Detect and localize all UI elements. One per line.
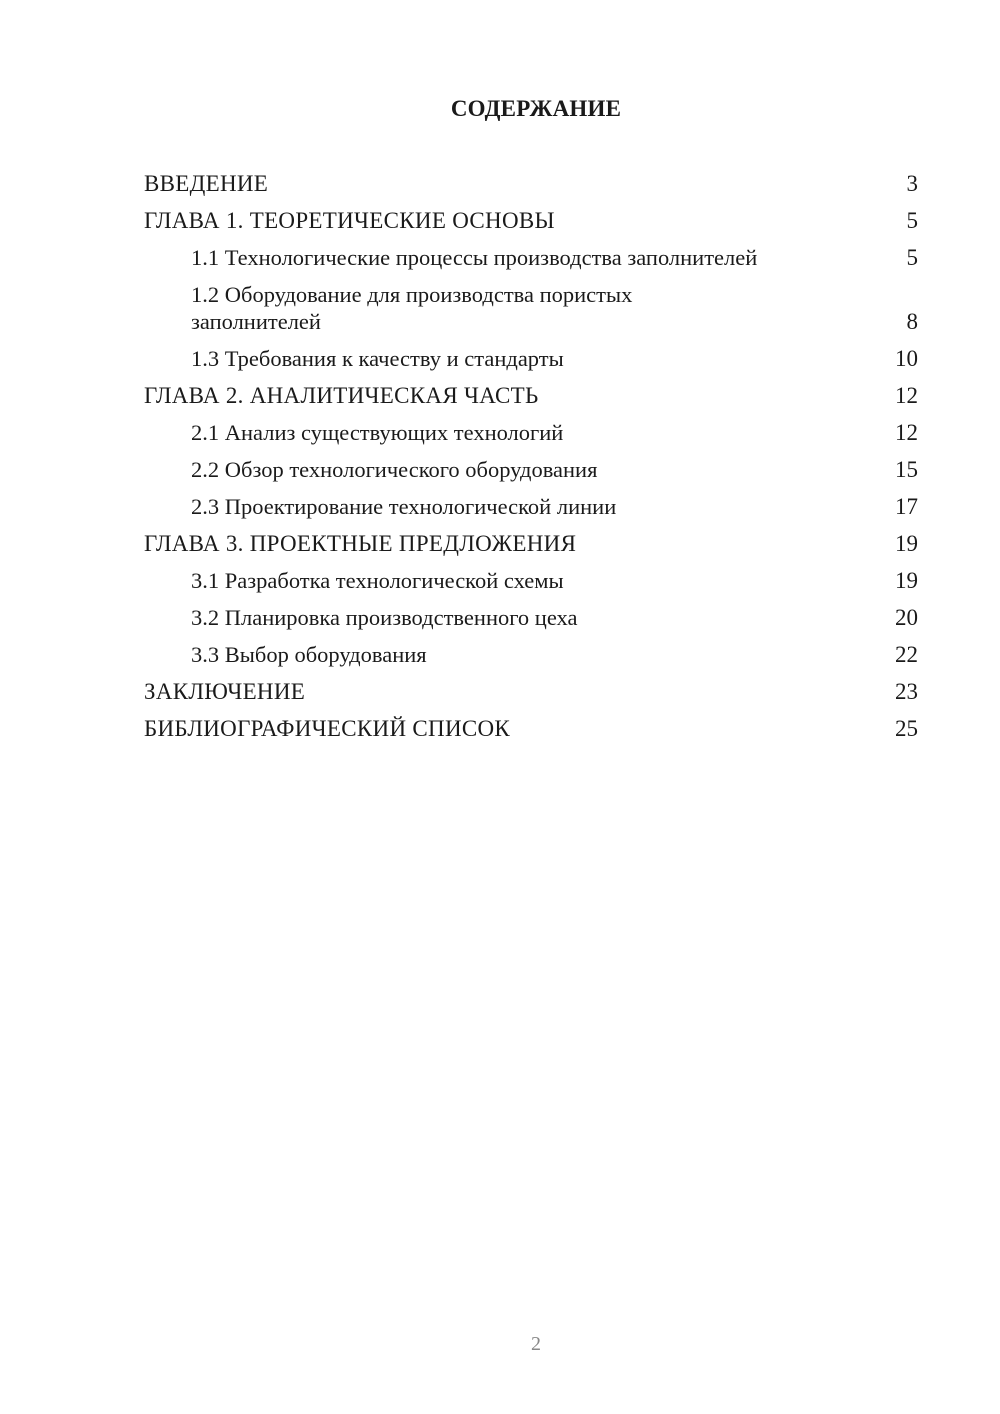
- toc-entry[interactable]: [144, 170, 918, 197]
- toc-entry-text: 3.2 Планировка производственного цеха: [191, 605, 578, 630]
- table-of-contents: [144, 170, 918, 752]
- toc-entry[interactable]: [144, 493, 918, 520]
- toc-entry[interactable]: [144, 244, 918, 271]
- toc-entry-page: 20: [895, 605, 918, 630]
- toc-entry-page: 19: [895, 568, 918, 593]
- toc-entry[interactable]: [144, 345, 918, 372]
- toc-entry-text: 1.2 Оборудование для производства пористых заполнителей: [191, 282, 633, 334]
- toc-entry-text: 2.3 Проектирование технологической линии: [191, 494, 617, 519]
- toc-entry-page: 8: [906, 309, 918, 334]
- toc-entry-text: 3.1 Разработка технологической схемы: [191, 568, 564, 593]
- toc-entry[interactable]: [144, 715, 918, 742]
- toc-entry-text: ЗАКЛЮЧЕНИЕ: [144, 679, 306, 704]
- toc-entry[interactable]: [144, 281, 918, 335]
- toc-entry-page: 22: [895, 642, 918, 667]
- toc-entry-page: 3: [906, 171, 918, 196]
- toc-entry[interactable]: [144, 567, 918, 594]
- toc-entry[interactable]: [144, 641, 918, 668]
- toc-entry-text: ГЛАВА 2. АНАЛИТИЧЕСКАЯ ЧАСТЬ: [144, 383, 539, 408]
- toc-entry-text: БИБЛИОГРАФИЧЕСКИЙ СПИСОК: [144, 716, 511, 741]
- toc-entry-text: 1.1 Технологические процессы производства заполнителей: [191, 245, 758, 270]
- page-title: СОДЕРЖАНИЕ: [450, 96, 622, 121]
- toc-entry-page: 12: [895, 420, 918, 445]
- toc-entry-text: ГЛАВА 1. ТЕОРЕТИЧЕСКИЕ ОСНОВЫ: [144, 208, 555, 233]
- toc-entry-page: 5: [906, 208, 918, 233]
- toc-entry[interactable]: [144, 382, 918, 409]
- toc-entry[interactable]: [144, 678, 918, 705]
- toc-entry-page: 23: [895, 679, 918, 704]
- toc-entry[interactable]: [144, 456, 918, 483]
- page-number: 2: [531, 1333, 541, 1355]
- toc-entry[interactable]: [144, 419, 918, 446]
- toc-entry-page: 12: [895, 383, 918, 408]
- toc-entry-page: 17: [895, 494, 918, 519]
- toc-entry-text: 1.3 Требования к качеству и стандарты: [191, 346, 564, 371]
- toc-entry-page: 19: [895, 531, 918, 556]
- toc-entry[interactable]: [144, 604, 918, 631]
- toc-entry-text: 2.2 Обзор технологического оборудования: [191, 457, 598, 482]
- toc-entry[interactable]: [144, 530, 918, 557]
- toc-entry-text: ГЛАВА 3. ПРОЕКТНЫЕ ПРЕДЛОЖЕНИЯ: [144, 531, 577, 556]
- toc-entry-page: 15: [895, 457, 918, 482]
- toc-entry[interactable]: [144, 207, 918, 234]
- toc-entry-page: 10: [895, 346, 918, 371]
- toc-entry-page: 5: [906, 245, 918, 270]
- toc-entry-page: 25: [895, 716, 918, 741]
- toc-entry-text: 3.3 Выбор оборудования: [191, 642, 427, 667]
- toc-entry-text: 2.1 Анализ существующих технологий: [191, 420, 564, 445]
- toc-entry-text: ВВЕДЕНИЕ: [144, 171, 269, 196]
